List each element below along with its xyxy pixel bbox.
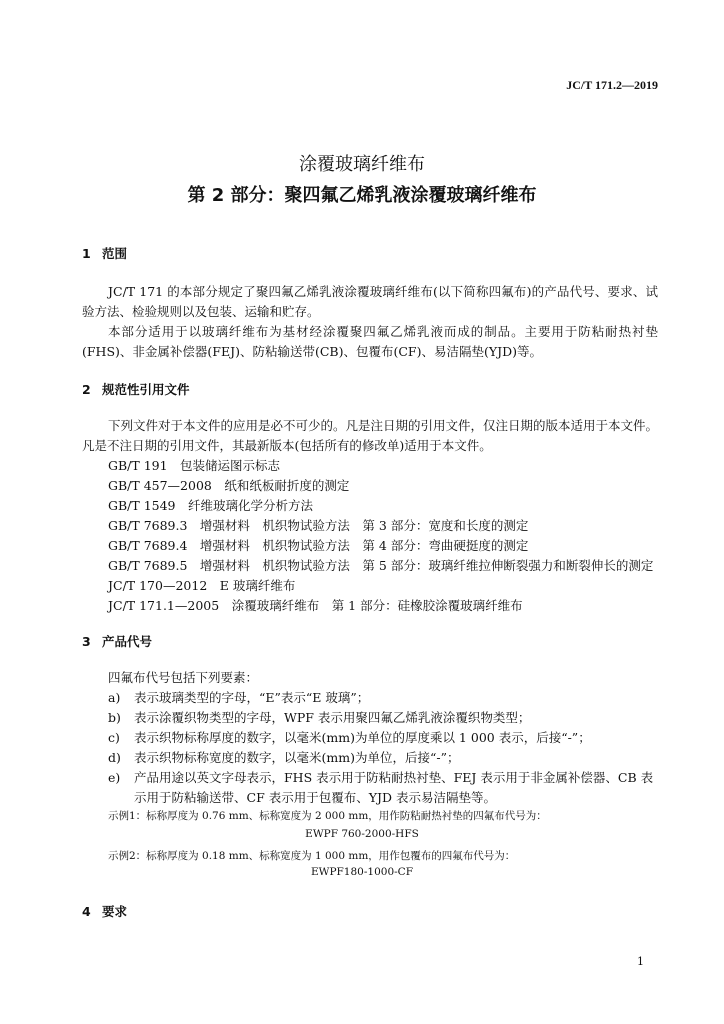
reference-item: GB/T 1549 纤维玻璃化学分析方法 bbox=[108, 498, 314, 513]
normative-intro: 下列文件对于本文件的应用是必不可少的。凡是注日期的引用文件，仅注日期的版本适用于本文件。凡是不注日期的引用文件，其最新版本(包括所有的修改单)适用于本文件。 bbox=[82, 418, 659, 453]
list-item bbox=[108, 768, 660, 808]
section-heading-product-code bbox=[82, 632, 152, 650]
example-1-code: EWPF 760-2000-HFS bbox=[305, 828, 419, 840]
document-title-line1: 涂覆玻璃纤维布 bbox=[299, 154, 425, 175]
reference-item: GB/T 7689.5 增强材料 机织物试验方法 第 5 部分：玻璃纤维拉伸断裂强力和断裂伸长的测定 bbox=[108, 558, 654, 573]
reference-item: GB/T 7689.4 增强材料 机织物试验方法 第 4 部分：弯曲硬挺度的测定 bbox=[108, 538, 529, 553]
list-marker: a) bbox=[108, 690, 121, 705]
list-item-text: 产品用途以英文字母表示，FHS 表示用于防粘耐热衬垫、FEJ 表示用于非金属补偿器、CB 表示用于防粘输送带、CF 表示用于包覆布、YJD 表示易洁隔垫等。 bbox=[134, 770, 654, 805]
section-number: 1 bbox=[82, 246, 91, 261]
reference-item: JC/T 171.1—2005 涂覆玻璃纤维布 第 1 部分：硅橡胶涂覆玻璃纤维布 bbox=[108, 598, 523, 613]
list-item-text: 表示织物标称宽度的数字，以毫米(mm)为单位，后接“-”； bbox=[134, 750, 460, 765]
list-item bbox=[108, 708, 660, 728]
reference-item: GB/T 7689.3 增强材料 机织物试验方法 第 3 部分：宽度和长度的测定 bbox=[108, 518, 529, 533]
list-item bbox=[108, 688, 660, 708]
section-title: 要求 bbox=[102, 904, 128, 919]
example-2: 示例2：标称厚度为 0.18 mm、标称宽度为 1 000 mm，用作包覆布的四氟布代号为： bbox=[108, 850, 516, 862]
reference-item: GB/T 457—2008 纸和纸板耐折度的测定 bbox=[108, 478, 350, 493]
scope-paragraph-1: JC/T 171 的本部分规定了聚四氟乙烯乳液涂覆玻璃纤维布(以下简称四氟布)的产品代号、要求、试验方法、检验规则以及包装、运输和贮存。 bbox=[82, 284, 658, 319]
standard-code: JC/T 171.2—2019 bbox=[566, 78, 658, 92]
list-item bbox=[108, 728, 660, 748]
list-item-text: 表示织物标称厚度的数字，以毫米(mm)为单位的厚度乘以 1 000 表示，后接“-”； bbox=[134, 730, 591, 745]
list-item bbox=[108, 748, 660, 768]
section-title: 产品代号 bbox=[102, 634, 153, 649]
document-title-line2: 第 2 部分：聚四氟乙烯乳液涂覆玻璃纤维布 bbox=[187, 185, 537, 206]
list-item-text: 表示玻璃类型的字母，“E”表示“E 玻璃”； bbox=[134, 690, 370, 705]
section-heading-normative-references bbox=[82, 380, 190, 398]
section-number: 4 bbox=[82, 904, 91, 919]
list-marker: b) bbox=[108, 710, 121, 725]
list-marker: c) bbox=[108, 730, 120, 745]
list-marker: e) bbox=[108, 770, 121, 785]
section-number: 3 bbox=[82, 634, 91, 649]
product-code-intro: 四氟布代号包括下列要素： bbox=[108, 670, 259, 685]
example-1: 示例1：标称厚度为 0.76 mm、标称宽度为 2 000 mm，用作防粘耐热衬垫的四氟布代号为： bbox=[108, 810, 547, 822]
page-number: 1 bbox=[637, 955, 644, 968]
list-item-text: 表示涂覆织物类型的字母，WPF 表示用聚四氟乙烯乳液涂覆织物类型； bbox=[134, 710, 531, 725]
list-marker: d) bbox=[108, 750, 121, 765]
section-heading-scope bbox=[82, 244, 127, 262]
section-number: 2 bbox=[82, 382, 91, 397]
reference-item: JC/T 170—2012 E 玻璃纤维布 bbox=[108, 578, 296, 593]
section-heading-requirements bbox=[82, 902, 127, 920]
section-title: 规范性引用文件 bbox=[102, 382, 190, 397]
example-2-code: EWPF180-1000-CF bbox=[311, 866, 413, 878]
section-title: 范围 bbox=[102, 246, 128, 261]
reference-item: GB/T 191 包装储运图示标志 bbox=[108, 458, 281, 473]
scope-paragraph-2: 本部分适用于以玻璃纤维布为基材经涂覆聚四氟乙烯乳液而成的制品。主要用于防粘耐热衬垫(FHS)、非金属补偿器(FEJ)、防粘输送带(CB)、包覆布(CF)、易洁隔垫(YJD)等。 bbox=[82, 324, 658, 359]
